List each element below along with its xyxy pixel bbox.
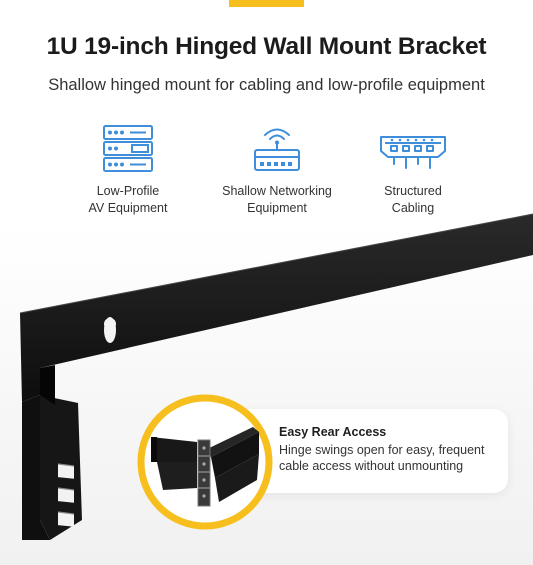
callout-title: Easy Rear Access: [279, 425, 387, 439]
hinge-zoom-image: [135, 392, 275, 532]
keyhole-slot: [104, 317, 116, 343]
feature-label: Shallow Networking Equipment: [222, 184, 332, 215]
page-title: 1U 19-inch Hinged Wall Mount Bracket: [46, 33, 487, 60]
rack-holes: [58, 464, 74, 527]
hinge-knuckles: [198, 440, 210, 506]
callout-text: [279, 425, 504, 474]
feature-label: Low-Profile AV Equipment: [88, 184, 168, 215]
callout-body: Hinge swings open for easy, frequent cable access without unmounting: [279, 443, 485, 473]
feature-label: Structured Cabling: [384, 184, 442, 215]
page-subtitle: Shallow hinged mount for cabling and low-profile equipment: [48, 76, 485, 94]
